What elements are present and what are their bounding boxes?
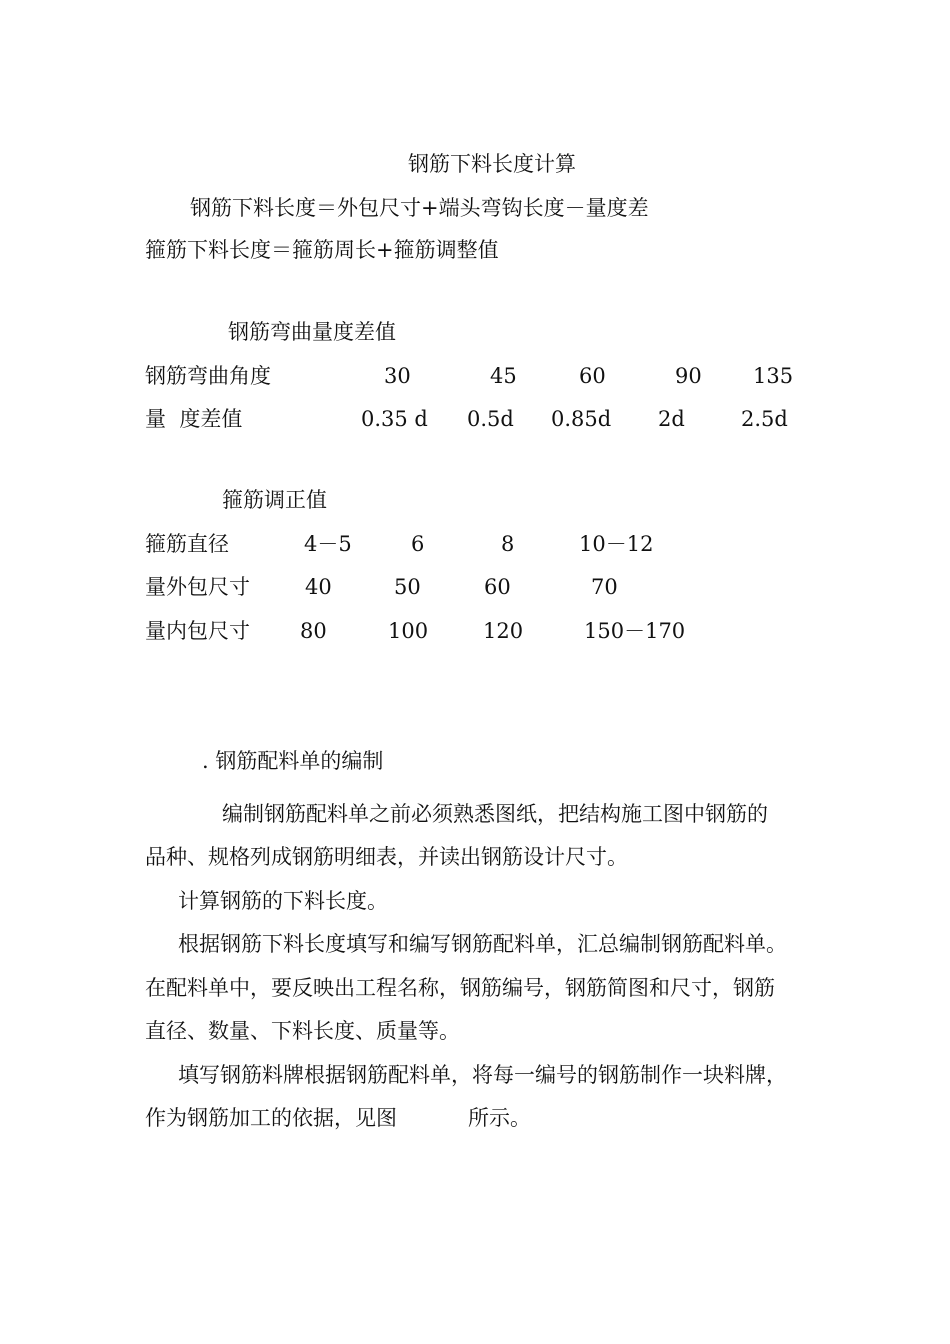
table1-row1-cell: 45 [490, 364, 517, 388]
table1-row1-cell: 135 [753, 364, 794, 388]
table2-row1-cell: 6 [411, 532, 425, 556]
table2-row3-cell: 80 [300, 619, 327, 643]
paragraph-line: 编制钢筋配料单之前必须熟悉图纸，把结构施工图中钢筋的 [222, 802, 768, 826]
table1-row1-cell: 30 [384, 364, 411, 388]
paragraph-line: 作为钢筋加工的依据，见图 [145, 1106, 397, 1130]
paragraph-line: 在配料单中，要反映出工程名称，钢筋编号，钢筋简图和尺寸，钢筋 [145, 976, 775, 1000]
table2-row1-cell: 4－5 [304, 532, 352, 556]
table1-row2-label: 量 度差值 [145, 407, 243, 431]
table1-row2-cell: 0.35 d [361, 407, 428, 431]
paragraph-line: 直径、数量、下料长度、质量等。 [145, 1019, 460, 1043]
paragraph-line: 填写钢筋料牌根据钢筋配料单，将每一编号的钢筋制作一块料牌， [178, 1063, 787, 1087]
table2-row3-cell: 100 [388, 619, 429, 643]
table1-row1-label: 钢筋弯曲角度 [145, 364, 271, 388]
table1-row2-cell: 0.5d [467, 407, 514, 431]
formula-rebar-length: 钢筋下料长度＝外包尺寸+端头弯钩长度－量度差 [190, 196, 649, 220]
table2-row2-cell: 50 [394, 575, 421, 599]
table1-row2-cell: 0.85d [551, 407, 612, 431]
table2-row2-label: 量外包尺寸 [145, 575, 250, 599]
table2-row2-cell: 40 [305, 575, 332, 599]
table2-heading: 箍筋调正值 [222, 488, 327, 512]
table2-row3-cell: 150－170 [584, 619, 686, 643]
paragraph-line: 品种、规格列成钢筋明细表，并读出钢筋设计尺寸。 [145, 845, 628, 869]
table2-row1-label: 箍筋直径 [145, 532, 229, 556]
table2-row1-cell: 8 [501, 532, 515, 556]
table2-row2-cell: 60 [484, 575, 511, 599]
table2-row1-cell: 10－12 [579, 532, 654, 556]
formula-stirrup-length: 箍筋下料长度＝箍筋周长+箍筋调整值 [145, 238, 499, 262]
table1-row2-cell: 2.5d [741, 407, 788, 431]
table2-row2-cell: 70 [591, 575, 618, 599]
paragraph-line: 根据钢筋下料长度填写和编写钢筋配料单，汇总编制钢筋配料单。 [178, 932, 787, 956]
table2-row3-cell: 120 [483, 619, 524, 643]
paragraph-line: 所示。 [468, 1106, 531, 1130]
table2-row3-label: 量内包尺寸 [145, 619, 250, 643]
document-title: 钢筋下料长度计算 [408, 152, 576, 176]
table1-row1-cell: 90 [675, 364, 702, 388]
table1-row2-cell: 2d [658, 407, 685, 431]
table1-row1-cell: 60 [579, 364, 606, 388]
section-heading: . 钢筋配料单的编制 [202, 749, 384, 773]
paragraph-line: 计算钢筋的下料长度。 [178, 889, 388, 913]
table1-heading: 钢筋弯曲量度差值 [228, 320, 396, 344]
